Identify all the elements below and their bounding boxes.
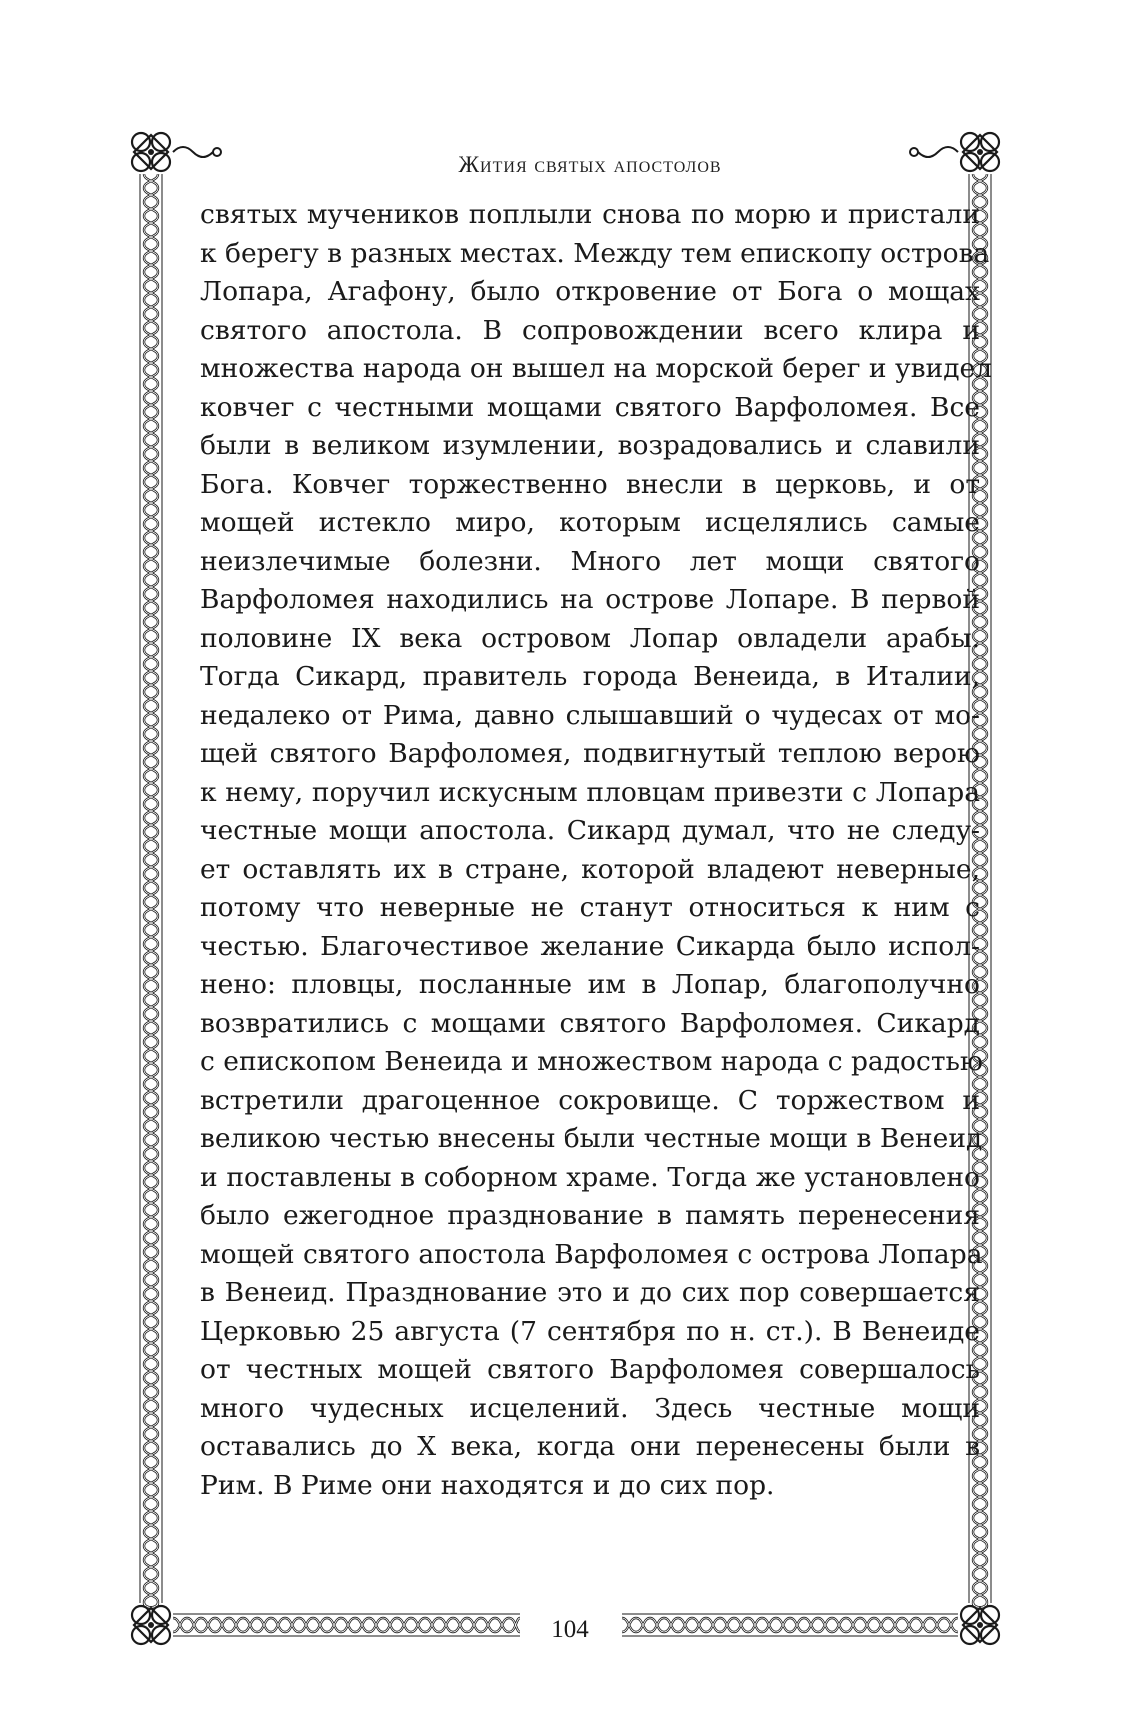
- text-line: Тогда Сикард, правитель города Венеида, в Италии,: [200, 661, 980, 692]
- text-line: ковчег с честными мощами святого Варфоломея. Все: [200, 391, 980, 423]
- text-line: было ежегодное празднование в память перенесения: [200, 1200, 980, 1231]
- text-line: Лопара, Агафону, было откровение от Бога о мощах: [200, 276, 980, 307]
- text-line: нено: пловцы, посланные им в Лопар, благополучно: [200, 969, 980, 1000]
- text-line: неизлечимые болезни. Много лет мощи святого: [200, 545, 980, 577]
- text-line: Бога. Ковчег торжественно внесли в церковь, и от: [200, 468, 980, 500]
- text-line: недалеко от Рима, давно слышавший о чудесах от мо-: [200, 699, 980, 731]
- text-line: честью. Благочестивое желание Сикарда было испол-: [200, 930, 980, 962]
- text-line: встретили драгоценное сокровище. С торжеством и: [200, 1084, 980, 1116]
- page-number: 104: [520, 1616, 620, 1644]
- text-line: святых мучеников поплыли снова по морю и пристали: [200, 199, 980, 230]
- text-line: к берегу в разных местах. Между тем епископу острова: [200, 237, 990, 269]
- text-line: половине IX века островом Лопар овладели арабы.: [200, 622, 980, 654]
- text-line: и поставлены в соборном храме. Тогда же установлено: [200, 1161, 980, 1193]
- text-line: честные мощи апостола. Сикард думал, что не следу-: [200, 815, 980, 846]
- text-line: к нему, поручил искусным пловцам привезти с Лопара: [200, 776, 980, 808]
- text-line: потому что неверные не станут относиться к ним с: [200, 892, 980, 923]
- text-line: множества народа он вышел на морской берег и увидел: [200, 353, 993, 384]
- text-line: в Венеид. Празднование это и до сих пор совершается: [200, 1277, 980, 1308]
- left-braid-border: [140, 174, 162, 1607]
- text-line: много чудесных исцелений. Здесь честные мощи: [200, 1392, 980, 1424]
- body-text: [200, 196, 993, 1505]
- text-line: были в великом изумлении, возрадовались и славили: [200, 430, 980, 461]
- text-line: щей святого Варфоломея, подвигнутый теплою верою: [200, 738, 980, 769]
- text-line: Варфоломея находились на острове Лопаре. В первой: [200, 584, 980, 615]
- text-line: Рим. В Риме они находятся и до сих пор.: [200, 1469, 775, 1501]
- bottom-left-knot-icon: [132, 1606, 170, 1644]
- text-line: с епископом Венеида и множеством народа с радостью: [200, 1046, 983, 1077]
- text-line: ет оставлять их в стране, которой владеют неверные,: [200, 853, 980, 885]
- text-line: великою честью внесены были честные мощи в Венеид: [200, 1123, 983, 1154]
- running-title: Жития святых апостолов: [458, 152, 722, 177]
- text-line: мощей истекло миро, которым исцелялись самые: [200, 507, 980, 538]
- text-line: Церковью 25 августа (7 сентября по н. ст.). В Венеиде: [200, 1315, 980, 1347]
- text-line: святого апостола. В сопровождении всего клира и: [200, 314, 980, 346]
- text-line: от честных мощей святого Варфоломея совершалось: [200, 1354, 980, 1385]
- text-line: оставались до X века, когда они перенесены были в: [200, 1431, 980, 1462]
- text-line: мощей святого апостола Варфоломея с острова Лопара: [200, 1238, 983, 1270]
- bottom-right-knot-icon: [961, 1606, 999, 1644]
- text-line: возвратились с мощами святого Варфоломея. Сикард: [200, 1007, 980, 1039]
